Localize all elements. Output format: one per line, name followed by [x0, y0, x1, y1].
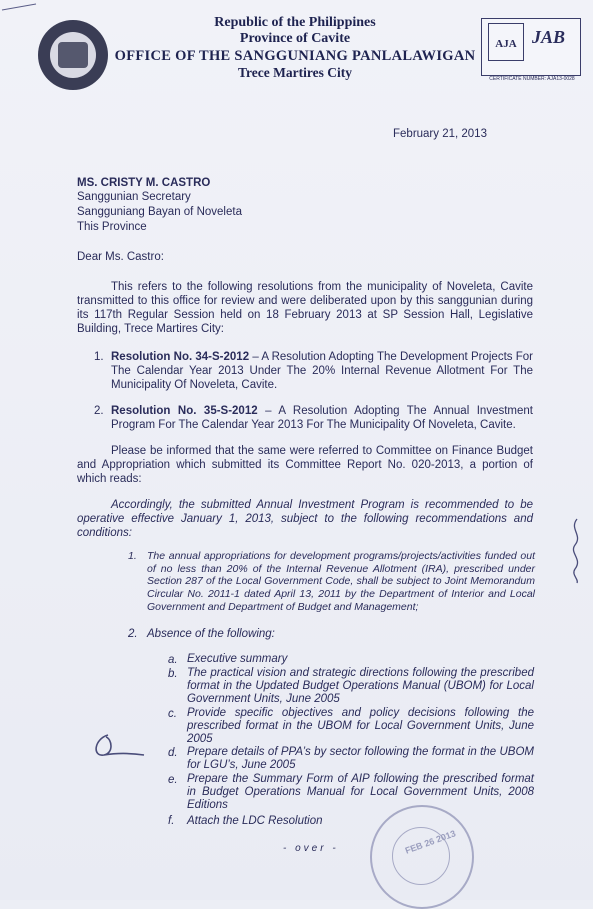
subitem-e-letter: e. — [168, 774, 178, 786]
provincial-seal-logo — [38, 20, 108, 90]
subitem-b-text: The practical vision and strategic directions following the prescribed format in the Updated Budget Operations Manual (UBOM) for Local Government Units, June 2005 — [187, 667, 534, 705]
subitem-d-text: Prepare details of PPA’s by sector following the format in the UBOM for LGU’s, June 2005 — [187, 746, 534, 771]
resolution-2-text: – A Resolution Adopting The Annual Investment Program For The Calendar Year 2013 For The Municipality Of Noveleta, Cavite. — [111, 405, 533, 431]
letterhead-line-3: OFFICE OF THE SANGGUNIANG PANLALAWIGAN — [114, 48, 476, 64]
letter-date: February 21, 2013 — [393, 128, 487, 140]
subitem-f-letter: f. — [168, 815, 175, 827]
subitem-b-letter: b. — [168, 668, 178, 680]
recipient-name: MS. CRISTY M. CASTRO — [77, 177, 211, 189]
letterhead-line-1: Republic of the Philippines — [214, 15, 376, 30]
certificate-number: CERTIFICATE NUMBER: AJA13-0028 — [489, 76, 575, 82]
corner-mark — [0, 0, 40, 24]
jab-logo: JAB — [532, 27, 566, 47]
salutation: Dear Ms. Castro: — [77, 251, 164, 263]
subitem-d-letter: d. — [168, 747, 178, 759]
resolution-1-number: 1. — [94, 351, 104, 363]
letterhead — [100, 15, 490, 81]
subitem-e-text: Prepare the Summary Form of AIP following the prescribed format in Budget Operations Manual for Local Government Units, 2008 Editions — [187, 773, 534, 811]
aja-logo: AJA — [488, 23, 524, 61]
over-footer: - over - — [283, 843, 339, 854]
recipient-place: This Province — [77, 221, 147, 233]
resolution-2-number: 2. — [94, 405, 104, 417]
subitem-f-text: Attach the LDC Resolution — [187, 815, 323, 827]
quote-intro-paragraph: Accordingly, the submitted Annual Investment Program is recommended to be operative effective January 1, 2013, subject to the following recommendations and conditions: — [77, 499, 533, 539]
resolution-1-title: Resolution No. 34-S-2012 — [111, 351, 250, 363]
informed-paragraph: Please be informed that the same were referred to Committee on Finance Budget and Appropriation which submitted its Committee Report No. 020-2013, a portion of which reads: — [77, 445, 533, 485]
resolution-2 — [111, 404, 533, 432]
resolution-1-text: – A Resolution Adopting The Development Projects For The Calendar Year 2013 Under The 20% Internal Revenue Allotment For The Municipality Of Noveleta, Cavite. — [111, 351, 533, 391]
intro-paragraph: This refers to the following resolutions from the municipality of Noveleta, Cavite transmitted to this office for review and were deliberated upon by this sanggunian during its 117th Regular Session held on 18 February 2013 at SP Session Hall, Legislative Building, Trece Martires City: — [77, 281, 533, 335]
resolution-1 — [111, 350, 533, 392]
handwritten-margin-signature — [565, 515, 589, 585]
condition-1-number: 1. — [128, 550, 137, 562]
resolution-2-title: Resolution No. 35-S-2012 — [111, 405, 258, 417]
letterhead-line-2: Province of Cavite — [239, 31, 351, 46]
condition-2-number: 2. — [128, 628, 138, 640]
certification-logo — [481, 18, 581, 76]
condition-2-text: Absence of the following: — [147, 628, 275, 640]
handwritten-initial-signature — [90, 725, 150, 765]
received-stamp — [370, 805, 474, 909]
subitem-a-letter: a. — [168, 654, 178, 666]
subitem-a-text: Executive summary — [187, 653, 288, 665]
condition-1-text: The annual appropriations for development programs/projects/activities funded out of no less than 20% of the Internal Revenue Allotment (IRA), prescribed under Section 287 of the Local Government Code, shall be subject to Joint Memorandum Circular No. 2011-1 dated April 13, 2011 by the Department of Interior and Local Government and Department of Budget and Management; — [147, 550, 535, 613]
stamp-date: FEB 26 2013 — [403, 828, 457, 856]
subitem-c-letter: c. — [168, 708, 177, 720]
subitem-c-text: Provide specific objectives and policy decisions following the prescribed format in the UBOM for Local Government Units, June 2005 — [187, 707, 534, 745]
recipient-office: Sangguniang Bayan of Noveleta — [77, 206, 242, 218]
recipient-title: Sanggunian Secretary — [77, 191, 191, 203]
letterhead-line-4: Trece Martires City — [238, 65, 352, 80]
